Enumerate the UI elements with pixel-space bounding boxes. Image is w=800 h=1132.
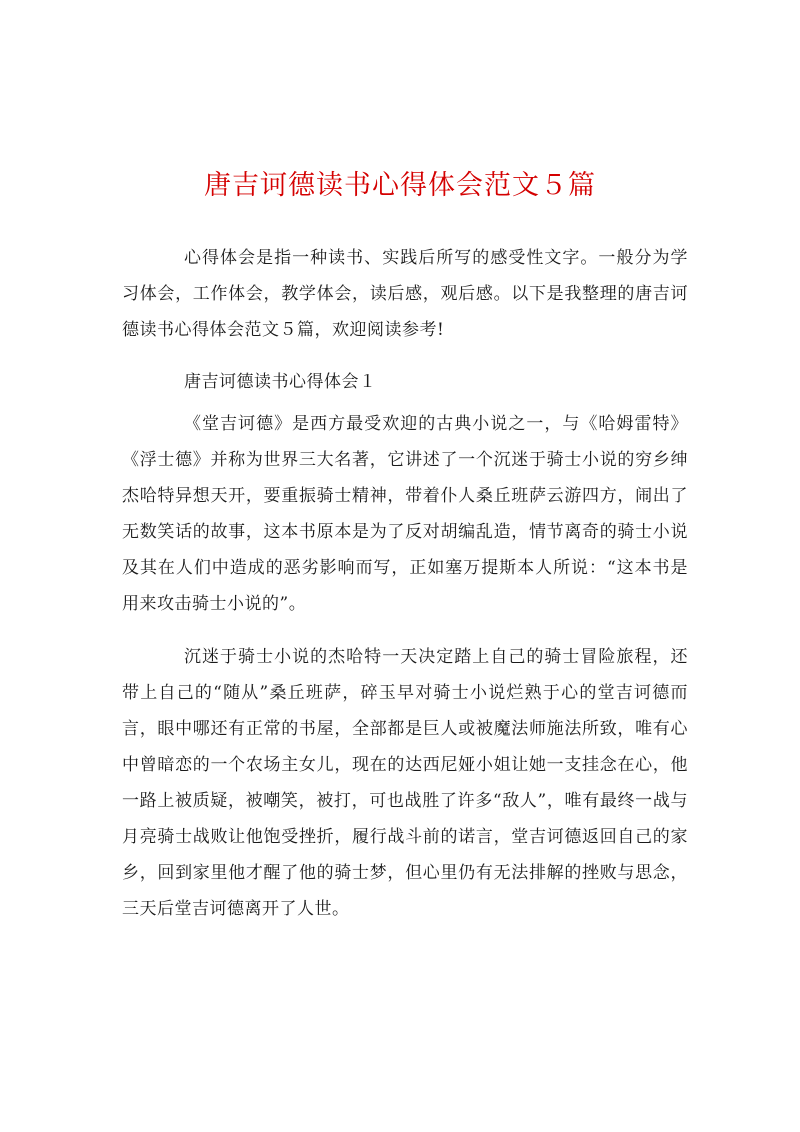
section-heading: 唐吉诃德读书心得体会１: [184, 372, 377, 392]
body-paragraph-1: 《堂吉诃德》是西方最受欢迎的古典小说之一，与《哈姆雷特》《浮士德》并称为世界三大名著，它讲述了一个沉迷于骑士小说的穷乡绅杰哈特异想天开，要重振骑士精神，带着仆人桑丘班萨云游四方，闹出了无数笑话的故事，这本书原本是为了反对胡编乱造，情节离奇的骑士小说及其在人们中造成的恶劣影响而写，正如塞万提斯本人所说：“这本书是用来攻击骑士小说的”。: [122, 414, 688, 614]
intro-paragraph: 心得体会是指一种读书、实践后所写的感受性文字。一般分为学习体会，工作体会，教学体会，读后感，观后感。以下是我整理的唐吉诃德读书心得体会范文５篇，欢迎阅读参考!: [122, 248, 688, 340]
document-title: 唐吉诃德读书心得体会范文５篇: [204, 170, 596, 201]
body-paragraph-2: 沉迷于骑士小说的杰哈特一天决定踏上自己的骑士冒险旅程，还带上自己的“随从”桑丘班萨，碎玉早对骑士小说烂熟于心的堂吉诃德而言，眼中哪还有正常的书屋，全部都是巨人或被魔法师施法所致，唯有心中曾暗恋的一个农场主女儿，现在的达西尼娅小姐让她一支挂念在心，他一路上被质疑，被嘲笑，被打，可也战胜了许多“敌人”，唯有最终一战与月亮骑士战败让他饱受挫折，履行战斗前的诺言，堂吉诃德返回自己的家乡，回到家里他才醒了他的骑士梦，但心里仍有无法排解的挫败与思念，三天后堂吉诃德离开了人世。: [122, 647, 688, 919]
